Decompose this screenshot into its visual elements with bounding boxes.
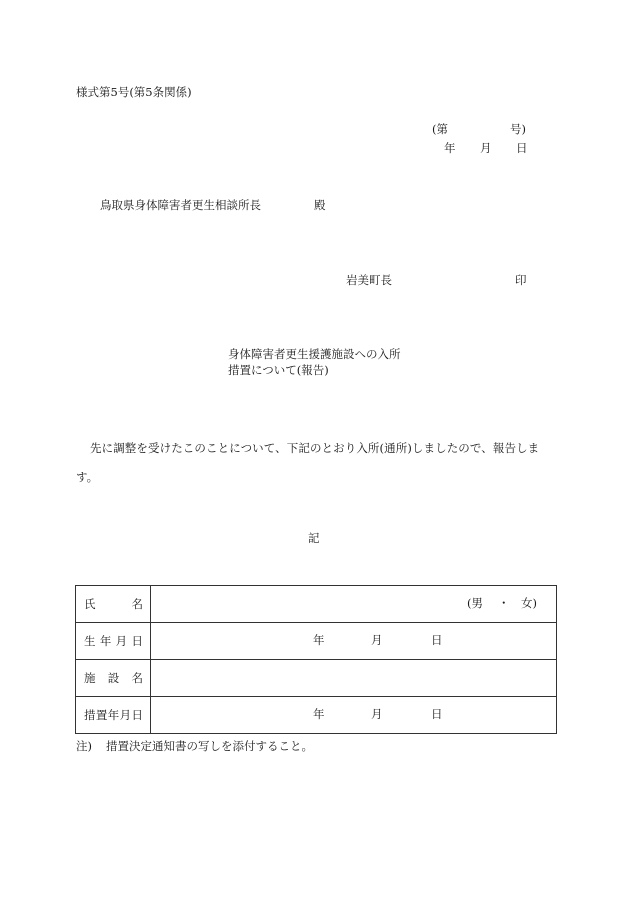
label-cell-name	[76, 586, 151, 623]
label-char: 月	[115, 634, 128, 648]
birth-month-label: 月	[371, 633, 383, 647]
label-char: 名	[131, 597, 143, 611]
label-char: 施	[84, 671, 96, 685]
value-cell-birthdate[interactable]	[151, 623, 557, 660]
label-char: 措	[84, 708, 96, 722]
form-number-label: 様式第5号(第5条関係)	[76, 85, 192, 99]
sender-name: 岩美町長	[346, 273, 392, 287]
measure-year-label: 年	[313, 707, 325, 721]
table-row-name	[76, 586, 557, 623]
addressee-name: 鳥取県身体障害者更生相談所長	[100, 198, 261, 212]
gender-separator: ・	[498, 596, 510, 610]
date-day-label: 日	[516, 141, 528, 155]
value-cell-name[interactable]	[151, 586, 557, 623]
table-row-facility	[76, 660, 557, 697]
addressee-honorific: 殿	[314, 198, 326, 212]
label-char: 年	[99, 634, 112, 648]
label-char: 日	[131, 634, 143, 648]
measure-month-label: 月	[371, 707, 383, 721]
date-year-label: 年	[444, 141, 456, 155]
document-number-close: 号)	[510, 122, 526, 136]
label-char: 設	[107, 671, 120, 685]
body-text-line-1: 先に調整を受けたこのことについて、下記のとおり入所(通所)しましたので、報告しま	[90, 441, 540, 455]
label-char: 氏	[84, 597, 96, 611]
subject-line-1: 身体障害者更生援護施設への入所	[228, 347, 401, 361]
label-cell-facility	[76, 660, 151, 697]
label-char: 名	[131, 671, 143, 685]
label-cell-birthdate	[76, 623, 151, 660]
label-cell-measure-date	[76, 697, 151, 734]
measure-day-label: 日	[431, 707, 443, 721]
value-cell-measure-date[interactable]	[151, 697, 557, 734]
label-char: 生	[84, 634, 96, 648]
label-char: 日	[131, 708, 143, 722]
table-row-birthdate	[76, 623, 557, 660]
value-cell-facility[interactable]	[151, 660, 557, 697]
label-char: 年	[107, 708, 120, 722]
label-char: 月	[119, 708, 132, 722]
gender-open: (男	[467, 596, 483, 610]
gender-close: 女)	[521, 596, 537, 610]
seal-mark: 印	[515, 273, 527, 287]
note-prefix: 注)	[76, 739, 92, 753]
date-month-label: 月	[480, 141, 492, 155]
label-char: 置	[95, 708, 108, 722]
birth-year-label: 年	[313, 633, 325, 647]
note-text: 措置決定通知書の写しを添付すること。	[106, 739, 313, 753]
body-text-line-2: す。	[76, 470, 99, 484]
info-table	[75, 585, 557, 734]
document-number-open: (第	[432, 122, 448, 136]
ki-heading: 記	[308, 531, 320, 545]
table-row-measure-date	[76, 697, 557, 734]
birth-day-label: 日	[431, 633, 443, 647]
subject-line-2: 措置について(報告)	[228, 363, 329, 377]
